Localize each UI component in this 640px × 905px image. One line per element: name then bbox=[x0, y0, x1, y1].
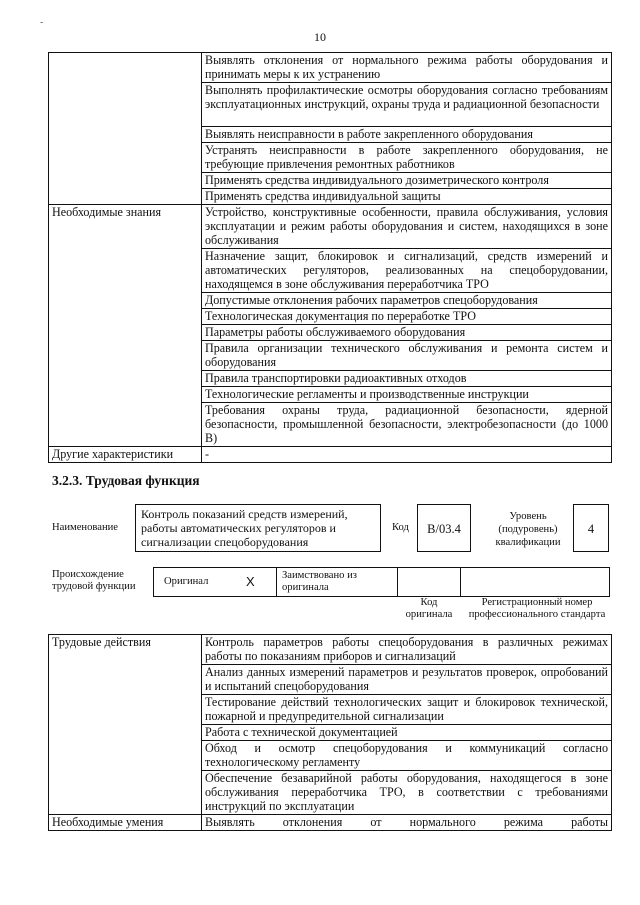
table-row bbox=[49, 815, 612, 831]
actions-table bbox=[48, 634, 612, 831]
code-box bbox=[417, 504, 471, 552]
knowledge-label: Необходимые знания bbox=[49, 205, 202, 447]
skill-item: Применять средства индивидуального дозиметрического контроля bbox=[202, 173, 612, 189]
action-item: Обход и осмотр спецоборудования и коммуникаций согласно технологическому регламенту bbox=[202, 741, 612, 771]
actions-label: Трудовые действия bbox=[49, 635, 202, 815]
knowledge-item: Параметры работы обслуживаемого оборудования bbox=[202, 325, 612, 341]
section-heading: 3.2.3. Трудовая функция bbox=[52, 473, 200, 488]
knowledge-item: Технологические регламенты и производственные инструкции bbox=[202, 387, 612, 403]
skill-item: Выявлять отклонения от нормального режима работы bbox=[202, 815, 612, 831]
skills-continuation-label bbox=[49, 53, 202, 205]
knowledge-item: Допустимые отклонения рабочих параметров спецоборудования bbox=[202, 293, 612, 309]
table-row bbox=[49, 205, 612, 249]
action-item: Контроль параметров работы спецоборудования в различных режимах работы по показаниям приборов и сигнализаций bbox=[202, 635, 612, 665]
code-value: B/03.4 bbox=[427, 522, 461, 536]
table-row bbox=[49, 447, 612, 463]
registration-caption: Регистрационный номер профессионального стандарта bbox=[468, 597, 606, 620]
table-row bbox=[49, 635, 612, 665]
original-mark: X bbox=[246, 574, 255, 589]
corner-mark: - bbox=[40, 17, 44, 28]
knowledge-item: Требования охраны труда, радиационной безопасности, ядерной безопасности, промышленной безопасности, электробезопасности (до 1000 В) bbox=[202, 403, 612, 447]
knowledge-table bbox=[48, 52, 612, 463]
skills-label: Необходимые умения bbox=[49, 815, 202, 831]
function-name-box bbox=[135, 504, 381, 552]
level-label: Уровень (подуровень) квалификации bbox=[495, 511, 561, 548]
action-item: Обеспечение безаварийной работы оборудования, находящегося в зоне обслуживания переработчика ТРО, в соответствии с требованиями инструкций по эксплуатации bbox=[202, 771, 612, 815]
action-item: Тестирование действий технологических защит и блокировок технической, пожарной и предупредительной сигнализации bbox=[202, 695, 612, 725]
skill-item: Выявлять неисправности в работе закрепленного оборудования bbox=[202, 127, 612, 143]
other-value: - bbox=[202, 447, 612, 463]
skill-item: Применять средства индивидуальной защиты bbox=[202, 189, 612, 205]
borrowed-box bbox=[276, 567, 398, 597]
knowledge-item: Устройство, конструктивные особенности, правила обслуживания, условия эксплуатации и режим работы оборудования и систем, находящихся в зоне обслуживания bbox=[202, 205, 612, 249]
skill-item: Выявлять отклонения от нормального режима работы оборудования и принимать меры к их устранению bbox=[202, 53, 612, 83]
skill-item: Выполнять профилактические осмотры оборудования согласно требованиям эксплуатационных инструкций, охраны труда и радиационной безопасности bbox=[202, 83, 612, 127]
table-row bbox=[49, 53, 612, 83]
borrowed-label: Заимствовано из оригинала bbox=[282, 570, 357, 593]
page-number: 10 bbox=[314, 30, 326, 44]
name-label: Наименование bbox=[52, 522, 118, 533]
original-label: Оригинал bbox=[164, 576, 209, 587]
knowledge-item: Правила транспортировки радиоактивных отходов bbox=[202, 371, 612, 387]
original-box bbox=[153, 567, 277, 597]
function-name: Контроль показаний средств измерений, работы автоматических регуляторов и сигнализации спецоборудования bbox=[141, 507, 348, 549]
knowledge-item: Правила организации технического обслуживания и ремонта систем и оборудования bbox=[202, 341, 612, 371]
action-item: Анализ данных измерений параметров и результатов проверок, опробований и испытаний спецоборудования bbox=[202, 665, 612, 695]
origin-label: Происхождение трудовой функции bbox=[52, 569, 136, 592]
code-label: Код bbox=[392, 522, 409, 533]
action-item: Работа с технической документацией bbox=[202, 725, 612, 741]
code-caption: Код оригинала bbox=[405, 597, 453, 620]
knowledge-item: Назначение защит, блокировок и сигнализаций, средств измерений и автоматических регуляторов, реализованных на спецоборудовании, находящемся в зоне обслуживания переработчика ТРО bbox=[202, 249, 612, 293]
level-box bbox=[573, 504, 609, 552]
other-label: Другие характеристики bbox=[49, 447, 202, 463]
registration-number-box bbox=[460, 567, 610, 597]
level-value: 4 bbox=[587, 522, 595, 536]
original-code-box bbox=[397, 567, 461, 597]
skill-item: Устранять неисправности в работе закрепленного оборудования, не требующие привлечения ремонтных работников bbox=[202, 143, 612, 173]
knowledge-item: Технологическая документация по переработке ТРО bbox=[202, 309, 612, 325]
